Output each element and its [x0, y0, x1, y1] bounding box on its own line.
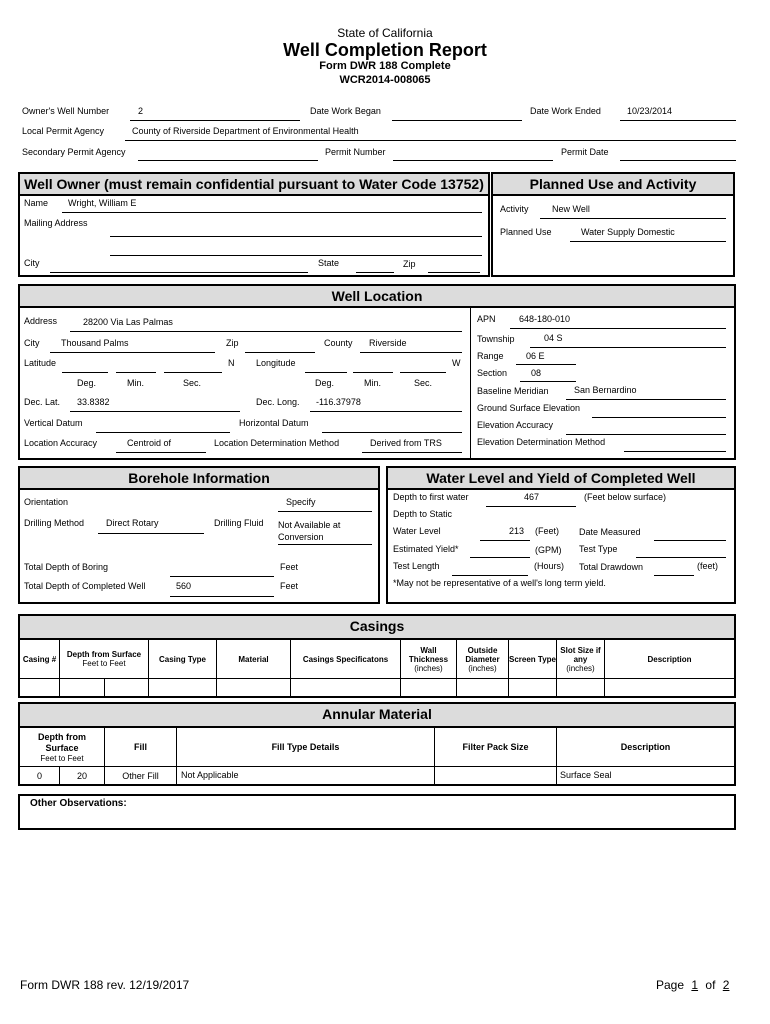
page-number: 1	[691, 978, 699, 992]
owner-zip-label: Zip	[403, 259, 416, 269]
dec-lat-line	[70, 411, 240, 412]
annular-header: Annular Material	[20, 704, 734, 728]
casings-th-spec: Casings Specificatons	[302, 654, 389, 664]
gpm-unit: (GPM)	[535, 545, 562, 555]
casings-th-wall-label: Wall Thickness	[408, 645, 449, 664]
casings-th-od-label: Outside Diameter	[465, 645, 500, 664]
long-min-line	[353, 372, 393, 373]
apn-line	[510, 328, 726, 329]
drilling-method-label: Drilling Method	[24, 518, 85, 528]
dec-lat-value: 33.8382	[77, 397, 110, 407]
annular-row-details: Not Applicable	[181, 770, 239, 780]
lat-n-label: N	[228, 358, 235, 368]
section-line	[520, 381, 576, 382]
dec-long-line	[310, 411, 462, 412]
casings-th-desc: Description	[647, 654, 692, 664]
casings-header: Casings	[20, 616, 734, 640]
long-w-label: W	[452, 358, 461, 368]
date-measured-label: Date Measured	[579, 527, 641, 537]
page-total: 2	[722, 978, 730, 992]
casings-th-wall-sub: (inches)	[414, 663, 443, 673]
owner-well-number: 2	[138, 106, 144, 116]
mailing-address-line-1	[110, 236, 482, 237]
annular-th-desc: Description	[620, 742, 671, 752]
location-city-line	[50, 352, 215, 353]
annular-th-fill: Fill	[134, 742, 147, 752]
ground-surface-label: Ground Surface Elevation	[477, 403, 581, 413]
drilling-method-value: Direct Rotary	[106, 518, 159, 528]
test-length-label: Test Length	[393, 561, 440, 571]
total-depth-completed-value: 560	[176, 581, 192, 591]
total-depth-completed-unit: Feet	[280, 581, 299, 591]
elevation-method-line	[624, 451, 726, 452]
address-value: 28200 Via Las Palmas	[83, 317, 173, 327]
owner-name-label: Name	[24, 198, 49, 208]
address-label: Address	[24, 316, 58, 326]
date-work-began-label: Date Work Began	[310, 106, 381, 116]
casings-th-depth-label: Depth from Surface	[66, 650, 142, 659]
total-drawdown-line	[654, 575, 694, 576]
owner-name: Wright, William E	[68, 198, 137, 208]
casings-th-material: Material	[238, 654, 269, 664]
specify-line	[278, 511, 372, 512]
location-method-label: Location Determination Method	[214, 438, 340, 448]
annular-th-depth-label: Depth from Surface	[38, 731, 86, 753]
page-label: Page	[656, 978, 685, 992]
section-label: Section	[477, 368, 508, 378]
hours-unit: (Hours)	[534, 561, 565, 571]
county-value: Riverside	[369, 338, 407, 348]
state-label: State of California	[337, 26, 433, 40]
well-location-divider	[470, 306, 471, 458]
owner-state-label: State	[318, 258, 340, 268]
elevation-method-label: Elevation Determination Method	[477, 437, 606, 447]
water-level-header: Water Level and Yield of Completed Well	[388, 468, 734, 490]
horizontal-datum-label: Horizontal Datum	[239, 418, 309, 428]
test-type-label: Test Type	[579, 544, 618, 554]
owner-well-number-label: Owner's Well Number	[22, 106, 110, 116]
specify-label: Specify	[286, 497, 316, 507]
lat-min-label: Min.	[127, 378, 145, 388]
date-work-ended-line	[620, 120, 736, 121]
casings-col-2a	[104, 678, 105, 696]
apn-value: 648-180-010	[519, 314, 571, 324]
activity-value: New Well	[552, 204, 590, 214]
permit-number-line	[393, 160, 553, 161]
drilling-fluid-value: Not Available at Conversion	[278, 520, 341, 542]
casings-th-slot-sub: (inches)	[566, 663, 595, 673]
casings-th-wall	[401, 640, 456, 678]
water-level-value: 213	[509, 526, 525, 536]
mailing-address-label: Mailing Address	[24, 218, 88, 228]
total-drawdown-label: Total Drawdown	[579, 562, 644, 572]
dec-long-label: Dec. Long.	[256, 397, 300, 407]
annular-row-from: 0	[36, 770, 42, 781]
long-min-label: Min.	[364, 378, 382, 388]
location-method-line	[362, 452, 462, 453]
owner-state-line	[356, 272, 394, 273]
long-deg-line	[305, 372, 347, 373]
location-zip-label: Zip	[226, 338, 239, 348]
annular-th-depth-sub: Feet to Feet	[40, 753, 84, 763]
date-work-ended: 10/23/2014	[627, 106, 673, 116]
drilling-fluid-label: Drilling Fluid	[214, 518, 264, 528]
township-line	[530, 347, 726, 348]
total-depth-boring-unit: Feet	[280, 562, 299, 572]
secondary-permit-agency-line	[138, 160, 318, 161]
elevation-accuracy-line	[566, 434, 726, 435]
apn-label: APN	[477, 314, 496, 324]
well-owner-section	[18, 172, 490, 277]
baseline-label: Baseline Meridian	[477, 386, 549, 396]
wcr-number: WCR2014-008065	[339, 74, 431, 86]
total-depth-completed-label: Total Depth of Completed Well	[24, 581, 146, 591]
water-level-unit: (Feet)	[535, 526, 560, 536]
horizontal-datum-line	[322, 432, 462, 433]
casings-th-od	[457, 640, 508, 678]
lat-sec-label: Sec.	[183, 378, 202, 388]
lat-min-line	[116, 372, 156, 373]
well-location-header: Well Location	[20, 286, 734, 308]
township-label: Township	[477, 334, 515, 344]
form-number: Form DWR 188 Complete	[319, 60, 451, 72]
page-indicator	[656, 979, 733, 991]
total-depth-completed-line	[170, 596, 274, 597]
dec-long-value: -116.37978	[316, 397, 361, 407]
range-value: 06 E	[526, 351, 545, 361]
owner-name-line	[62, 212, 482, 213]
planned-use-line	[570, 241, 726, 242]
permit-date-label: Permit Date	[561, 147, 609, 157]
range-line	[516, 364, 576, 365]
planned-use-section	[491, 172, 735, 277]
long-deg-label: Deg.	[315, 378, 335, 388]
ground-surface-line	[592, 417, 726, 418]
test-type-line	[636, 557, 726, 558]
drilling-fluid-line	[278, 544, 372, 545]
casings-th-depth-sub: Feet to Feet	[82, 659, 126, 668]
lat-deg-label: Deg.	[77, 378, 97, 388]
depth-static-label: Depth to Static	[393, 509, 453, 519]
page-title: Well Completion Report	[283, 40, 487, 60]
permit-number-label: Permit Number	[325, 147, 386, 157]
date-work-ended-label: Date Work Ended	[530, 106, 601, 116]
casings-th-depth	[60, 640, 148, 678]
total-depth-boring-line	[170, 576, 274, 577]
county-label: County	[324, 338, 353, 348]
permit-date-line	[620, 160, 736, 161]
annular-row-to: 20	[76, 770, 87, 781]
baseline-value: San Bernardino	[574, 385, 637, 395]
date-work-began-line	[392, 120, 522, 121]
yield-note: *May not be representative of a well's long term yield.	[393, 578, 606, 588]
casings-th-slot-label: Slot Size if any	[560, 645, 601, 664]
planned-use-label: Planned Use	[500, 227, 552, 237]
lat-sec-line	[164, 372, 222, 373]
vertical-datum-line	[96, 432, 230, 433]
dec-lat-label: Dec. Lat.	[24, 397, 61, 407]
owner-city-line	[50, 272, 308, 273]
annular-row-desc: Surface Seal	[560, 770, 612, 780]
depth-first-unit: (Feet below surface)	[584, 492, 667, 502]
location-accuracy-line	[116, 452, 206, 453]
casings-th-casing-num: Casing #	[22, 654, 57, 664]
long-sec-label: Sec.	[414, 378, 433, 388]
observations-label: Other Observations:	[30, 798, 127, 809]
lat-deg-line	[62, 372, 108, 373]
total-depth-boring-label: Total Depth of Boring	[24, 562, 109, 572]
activity-line	[540, 218, 726, 219]
owner-city-label: City	[24, 258, 40, 268]
annular-th-depth	[20, 728, 104, 766]
local-permit-agency: County of Riverside Department of Environmental Health	[132, 126, 359, 136]
location-zip-line	[245, 352, 315, 353]
address-line	[70, 331, 462, 332]
depth-first-value: 467	[524, 492, 540, 502]
date-measured-line	[654, 540, 726, 541]
location-method-value: Derived from TRS	[370, 438, 442, 448]
county-line	[360, 352, 462, 353]
owner-well-number-line	[130, 120, 300, 121]
long-sec-line	[400, 372, 446, 373]
secondary-permit-agency-label: Secondary Permit Agency	[22, 147, 126, 157]
borehole-header: Borehole Information	[20, 468, 378, 490]
casings-th-screen: Screen Type	[509, 654, 556, 664]
annular-row-fill: Other Fill	[122, 770, 159, 781]
section-value: 08	[531, 368, 542, 378]
activity-label: Activity	[500, 204, 529, 214]
planned-use-header: Planned Use and Activity	[493, 174, 733, 196]
range-label: Range	[477, 351, 504, 361]
local-permit-agency-label: Local Permit Agency	[22, 126, 105, 136]
annular-th-filter: Filter Pack Size	[462, 742, 529, 752]
location-accuracy-value: Centroid of	[127, 438, 172, 448]
casings-row-divider	[20, 678, 734, 679]
depth-first-line	[486, 506, 576, 507]
water-level-line	[480, 540, 530, 541]
location-city-label: City	[24, 338, 40, 348]
test-length-line	[452, 575, 528, 576]
casings-th-od-sub: (inches)	[468, 663, 497, 673]
longitude-label: Longitude	[256, 358, 296, 368]
latitude-label: Latitude	[24, 358, 57, 368]
of-label: of	[705, 978, 716, 992]
vertical-datum-label: Vertical Datum	[24, 418, 83, 428]
well-owner-header: Well Owner (must remain confidential pursuant to Water Code 13752)	[20, 174, 488, 196]
estimated-yield-line	[470, 557, 530, 558]
mailing-address-line-2	[110, 255, 482, 256]
owner-zip-line	[428, 272, 480, 273]
baseline-line	[566, 399, 726, 400]
form-revision: Form DWR 188 rev. 12/19/2017	[20, 978, 190, 992]
casings-th-slot	[557, 640, 604, 678]
casings-th-type: Casing Type	[159, 654, 206, 664]
location-city: Thousand Palms	[61, 338, 129, 348]
township-value: 04 S	[544, 333, 563, 343]
orientation-label: Orientation	[24, 497, 69, 507]
drawdown-unit: (feet)	[697, 561, 719, 571]
depth-first-label: Depth to first water	[393, 492, 469, 502]
drilling-method-line	[98, 533, 204, 534]
annular-th-fill-details: Fill Type Details	[271, 742, 340, 752]
planned-use-value: Water Supply Domestic	[581, 227, 675, 237]
location-accuracy-label: Location Accuracy	[24, 438, 98, 448]
elevation-accuracy-label: Elevation Accuracy	[477, 420, 554, 430]
water-level-label: Water Level	[393, 526, 441, 536]
local-permit-agency-line	[125, 140, 736, 141]
estimated-yield-label: Estimated Yield*	[393, 544, 459, 554]
